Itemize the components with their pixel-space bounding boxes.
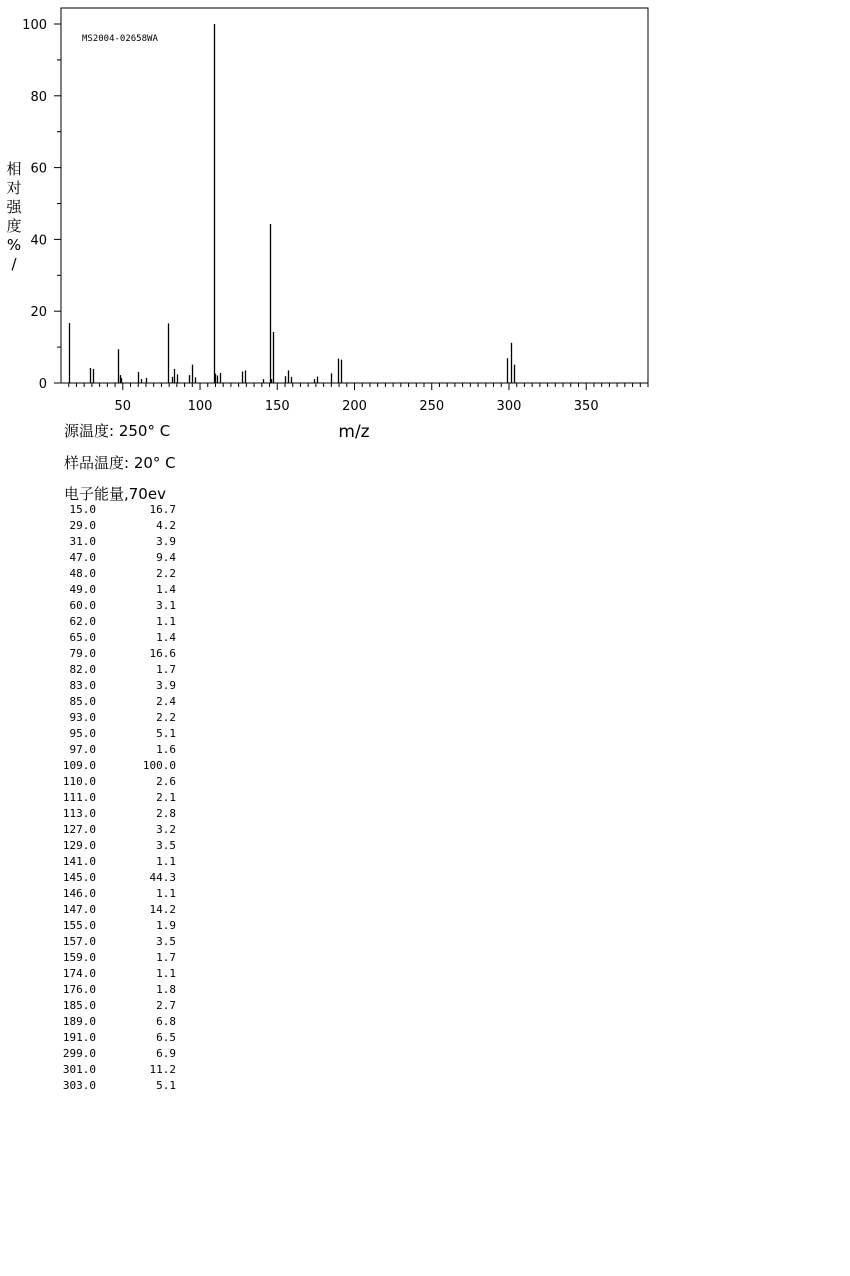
peak-intensity: 1.1 [156,615,176,628]
peak-mz: 82.0 [69,663,96,676]
peak-intensity: 6.5 [156,1031,176,1044]
peak-intensity: 1.7 [156,951,176,964]
peak-mz: 111.0 [62,791,96,804]
y-tick-label: 100 [22,18,47,33]
peak-intensity: 1.8 [156,983,176,996]
peak-mz: 191.0 [62,1031,96,1044]
peak-mz: 113.0 [62,807,96,820]
peak-mz: 145.0 [62,871,96,884]
peak-mz: 301.0 [62,1063,96,1076]
peak-row [56,902,186,918]
peak-intensity: 1.1 [156,887,176,900]
peak-row [56,646,186,662]
peak-mz: 159.0 [62,951,96,964]
peak-mz: 157.0 [62,935,96,948]
peak-row [56,534,186,550]
peak-row [56,1078,186,1094]
y-tick-label: 40 [30,233,47,249]
peak-intensity: 1.6 [156,743,176,756]
peak-row [56,1062,186,1078]
peak-mz: 127.0 [62,823,96,836]
peak-row [56,774,186,790]
peak-row [56,1014,186,1030]
peak-mz: 60.0 [69,599,96,612]
y-tick-label: 0 [38,377,47,392]
plot-frame [61,8,648,383]
peak-row [56,982,186,998]
peak-mz: 85.0 [69,695,96,708]
peak-intensity: 4.2 [156,519,176,532]
peak-row [56,614,186,630]
peak-intensity: 1.1 [156,967,176,980]
peak-mz: 79.0 [69,647,96,660]
peak-mz: 147.0 [62,903,96,916]
peak-row [56,886,186,902]
x-tick-label: 250 [419,399,445,414]
x-axis-label: m/z [338,422,370,442]
peak-intensity: 11.2 [149,1063,176,1076]
peak-intensity: 1.9 [156,919,176,932]
x-tick-label: 50 [114,399,132,414]
peak-intensity: 6.8 [156,1015,176,1028]
peak-row [56,838,186,854]
peak-row [56,678,186,694]
peak-intensity: 2.1 [156,791,176,804]
peak-mz: 174.0 [62,967,96,980]
peak-row [56,966,186,982]
peak-mz: 29.0 [69,519,96,532]
peak-intensity: 1.4 [156,583,176,596]
y-tick-label: 60 [30,161,47,177]
peak-row [56,758,186,774]
peak-row [56,1030,186,1046]
peak-row [56,950,186,966]
x-tick-label: 100 [187,399,213,414]
peak-mz: 47.0 [69,551,96,564]
peak-mz: 95.0 [69,727,96,740]
peak-mz: 62.0 [69,615,96,628]
peak-intensity: 3.9 [156,535,176,548]
peak-row [56,822,186,838]
peak-row [56,742,186,758]
peak-row [56,598,186,614]
peak-mz: 129.0 [62,839,96,852]
peak-row [56,726,186,742]
peak-intensity: 1.4 [156,631,176,644]
peak-row [56,582,186,598]
peak-mz: 48.0 [69,567,96,580]
peak-mz: 185.0 [62,999,96,1012]
peak-row [56,630,186,646]
spectrum-id: MS2004-02658WA [82,34,158,44]
peak-mz: 303.0 [62,1079,96,1092]
peak-mz: 97.0 [69,743,96,756]
x-tick-label: 300 [496,399,522,414]
peak-mz: 83.0 [69,679,96,692]
peak-intensity: 3.9 [156,679,176,692]
peak-intensity: 2.6 [156,775,176,788]
peak-row [56,710,186,726]
peak-intensity: 1.7 [156,663,176,676]
peak-mz: 141.0 [62,855,96,868]
x-tick-label: 350 [573,399,599,414]
peak-mz: 31.0 [69,535,96,548]
peak-row [56,998,186,1014]
peak-intensity: 2.8 [156,807,176,820]
peak-row [56,934,186,950]
peak-intensity: 100.0 [142,759,176,772]
peak-intensity: 6.9 [156,1047,176,1060]
peak-row [56,566,186,582]
y-tick-label: 20 [30,305,47,321]
peak-mz: 15.0 [69,503,96,516]
peak-intensity: 3.1 [156,599,176,612]
peak-intensity: 3.5 [156,935,176,948]
peak-mz: 93.0 [69,711,96,724]
y-axis-label: 相对强度% / [6,160,22,273]
peak-intensity: 2.4 [156,695,176,708]
peak-intensity: 16.7 [149,503,176,516]
peak-mz: 146.0 [62,887,96,900]
peak-mz: 65.0 [69,631,96,644]
peak-table [56,502,186,1094]
peak-row [56,662,186,678]
sample-temperature: 样品温度: 20° C [64,454,176,472]
peak-row [56,550,186,566]
peak-row [56,502,186,518]
peak-row [56,1046,186,1062]
peak-intensity: 5.1 [156,1079,176,1092]
x-tick-label: 150 [264,399,290,414]
peak-row [56,694,186,710]
x-tick-label: 200 [342,399,367,414]
peak-intensity: 3.5 [156,839,176,852]
peak-intensity: 16.6 [149,647,176,660]
peak-intensity: 44.3 [149,871,176,884]
peak-intensity: 3.2 [156,823,176,836]
peak-intensity: 2.2 [156,711,176,724]
peak-mz: 109.0 [62,759,96,772]
peak-intensity: 9.4 [156,551,176,564]
peak-intensity: 5.1 [156,727,176,740]
peak-intensity: 2.7 [156,999,176,1012]
peak-row [56,870,186,886]
peak-row [56,854,186,870]
peak-row [56,518,186,534]
peak-intensity: 14.2 [149,903,176,916]
peak-mz: 176.0 [62,983,96,996]
peak-mz: 299.0 [62,1047,96,1060]
peak-intensity: 2.2 [156,567,176,580]
electron-energy: 电子能量,70ev [64,485,166,503]
peak-mz: 155.0 [62,919,96,932]
peak-intensity: 1.1 [156,855,176,868]
mass-spectrum-chart [0,0,660,445]
peak-row [56,806,186,822]
y-tick-label: 80 [30,89,47,105]
peak-mz: 49.0 [69,583,96,596]
peak-mz: 110.0 [62,775,96,788]
peak-row [56,790,186,806]
source-temperature: 源温度: 250° C [64,422,171,440]
peak-mz: 189.0 [62,1015,96,1028]
peak-row [56,918,186,934]
